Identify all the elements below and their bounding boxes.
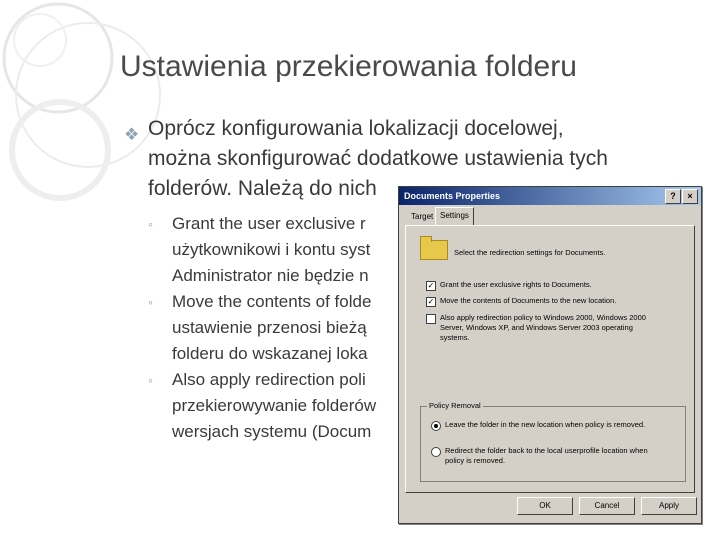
sub-bullet-line: wersjach systemu (Docum (172, 422, 372, 441)
settings-panel (405, 225, 695, 493)
exclusive-rights-label: Grant the user exclusive rights to Documents. (440, 280, 592, 289)
ok-button[interactable]: OK (517, 497, 573, 515)
close-button[interactable]: × (682, 189, 698, 204)
documents-properties-dialog (398, 186, 702, 524)
move-contents-label: Move the contents of Documents to the new location. (440, 296, 617, 305)
move-contents-checkbox[interactable]: ✓ (427, 297, 435, 306)
sub-bullet-line: Move the contents of folde (172, 292, 372, 311)
policy-removal-label: Policy Removal (429, 401, 481, 410)
apply-button[interactable]: Apply (641, 497, 697, 515)
exclusive-rights-checkbox[interactable]: ✓ (427, 281, 435, 290)
sub-bullet-line: użytkownikowi i kontu syst (172, 240, 371, 259)
intro-line: folderów. Należą do nich (148, 177, 377, 200)
dialog-title-bar (399, 187, 701, 205)
intro-line: Oprócz konfigurowania lokalizacji docelowej, (148, 117, 564, 140)
redirect-back-radio[interactable] (431, 447, 441, 457)
also-apply-line: systems. (440, 333, 470, 342)
sub-bullet-marker-icon: ◦ (148, 216, 153, 232)
redirect-back-line: policy is removed. (445, 456, 506, 465)
leave-folder-label: Leave the folder in the new location when policy is removed. (445, 420, 646, 429)
leave-folder-radio[interactable] (431, 421, 441, 431)
sub-bullet-line: Also apply redirection poli (172, 370, 366, 389)
cancel-button[interactable]: Cancel (579, 497, 635, 515)
also-apply-checkbox[interactable] (426, 314, 436, 324)
also-apply-label (440, 313, 646, 343)
help-button[interactable]: ? (665, 189, 681, 204)
bullet-icon: ❖ (124, 125, 140, 144)
sub-bullet-line: folderu do wskazanej loka (172, 344, 368, 363)
folder-icon (420, 240, 448, 260)
policy-removal-group (420, 401, 686, 482)
slide-title: Ustawienia przekierowania folderu (120, 50, 577, 83)
sub-bullet-line: Administrator nie będzie n (172, 266, 369, 285)
intro-line: można skonfigurować dodatkowe ustawienia tych (148, 147, 608, 170)
tab-target[interactable]: Target (411, 212, 434, 221)
sub-bullet-line: Grant the user exclusive r (172, 214, 366, 233)
redirection-header-text: Select the redirection settings for Documents. (454, 248, 606, 257)
tab-settings[interactable]: Settings (435, 207, 474, 226)
sub-bullet-marker-icon: ◦ (148, 372, 153, 388)
redirect-back-line: Redirect the folder back to the local userprofile location when (445, 446, 648, 455)
redirect-back-label (445, 446, 648, 466)
sub-bullet-line: przekierowywanie folderów (172, 396, 377, 415)
also-apply-line: Server, Windows XP, and Windows Server 2003 operating (440, 323, 633, 332)
sub-bullet-line: ustawienie przenosi bieżą (172, 318, 367, 337)
also-apply-line: Also apply redirection policy to Windows 2000, Windows 2000 (440, 313, 646, 322)
sub-bullet-marker-icon: ◦ (148, 294, 153, 310)
dialog-title: Documents Properties (404, 191, 501, 201)
